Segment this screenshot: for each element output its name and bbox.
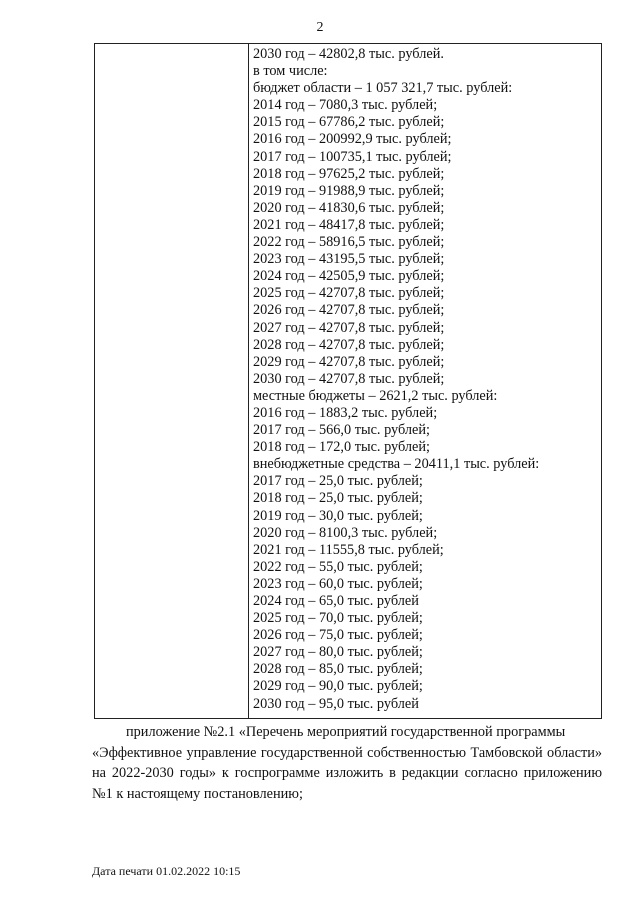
funding-line: 2020 год – 8100,3 тыс. рублей;	[253, 524, 438, 541]
funding-line: 2028 год – 85,0 тыс. рублей;	[253, 661, 423, 678]
funding-line: 2014 год – 7080,3 тыс. рублей;	[253, 97, 438, 114]
funding-line: бюджет области – 1 057 321,7 тыс. рублей:	[253, 80, 513, 97]
funding-line: внебюджетные средства – 20411,1 тыс. рублей:	[253, 456, 540, 473]
body-paragraph	[92, 722, 602, 804]
funding-line: 2022 год – 55,0 тыс. рублей;	[253, 558, 423, 575]
funding-line: 2017 год – 100735,1 тыс. рублей;	[253, 148, 452, 165]
funding-line: 2021 год – 11555,8 тыс. рублей;	[253, 541, 444, 558]
funding-line: 2030 год – 42707,8 тыс. рублей;	[253, 370, 445, 387]
page-number: 2	[316, 20, 324, 35]
funding-line: 2028 год – 42707,8 тыс. рублей;	[253, 336, 445, 353]
funding-lines	[253, 46, 597, 713]
funding-line: 2019 год – 30,0 тыс. рублей;	[253, 507, 423, 524]
funding-line: 2023 год – 60,0 тыс. рублей;	[253, 575, 423, 592]
funding-line: 2020 год – 41830,6 тыс. рублей;	[253, 199, 445, 216]
paragraph-first-line: приложение №2.1 «Перечень мероприятий государственной программы	[126, 724, 566, 740]
funding-line: 2015 год – 67786,2 тыс. рублей;	[253, 114, 445, 131]
funding-line: 2029 год – 90,0 тыс. рублей;	[253, 678, 423, 695]
funding-line: 2021 год – 48417,8 тыс. рублей;	[253, 216, 445, 233]
funding-line: 2022 год – 58916,5 тыс. рублей;	[253, 234, 445, 251]
funding-line: 2027 год – 80,0 тыс. рублей;	[253, 644, 423, 661]
funding-line: 2016 год – 200992,9 тыс. рублей;	[253, 131, 452, 148]
funding-line: 2016 год – 1883,2 тыс. рублей;	[253, 404, 438, 421]
print-date: Дата печати 01.02.2022 10:15	[92, 864, 241, 878]
funding-table	[94, 43, 602, 719]
column-divider	[248, 44, 249, 718]
funding-line: 2018 год – 25,0 тыс. рублей;	[253, 490, 423, 507]
funding-line: 2025 год – 70,0 тыс. рублей;	[253, 610, 423, 627]
funding-line: 2018 год – 97625,2 тыс. рублей;	[253, 165, 445, 182]
funding-line: 2018 год – 172,0 тыс. рублей;	[253, 439, 431, 456]
funding-line: 2030 год – 42802,8 тыс. рублей.	[253, 46, 444, 62]
funding-line: 2023 год – 43195,5 тыс. рублей;	[253, 251, 445, 268]
funding-line: 2026 год – 42707,8 тыс. рублей;	[253, 302, 445, 319]
funding-line: 2029 год – 42707,8 тыс. рублей;	[253, 353, 445, 370]
funding-line: 2030 год – 95,0 тыс. рублей	[253, 695, 419, 712]
funding-line: 2019 год – 91988,9 тыс. рублей;	[253, 182, 445, 199]
funding-line: 2024 год – 65,0 тыс. рублей	[253, 593, 419, 609]
funding-line: в том числе:	[253, 63, 328, 80]
funding-line: 2017 год – 566,0 тыс. рублей;	[253, 422, 431, 439]
paragraph-continuation: «Эффективное управление государственной собственностью Тамбовской области» на 2022-2030 годы» к госпрограмме изложить в редакции согласно приложению №1 к настоящему постановлению;	[92, 744, 602, 802]
funding-line: местные бюджеты – 2621,2 тыс. рублей:	[253, 387, 498, 404]
funding-line: 2027 год – 42707,8 тыс. рублей;	[253, 319, 445, 336]
funding-line: 2017 год – 25,0 тыс. рублей;	[253, 473, 423, 490]
funding-line: 2024 год – 42505,9 тыс. рублей;	[253, 268, 445, 285]
funding-line: 2026 год – 75,0 тыс. рублей;	[253, 627, 423, 644]
funding-line: 2025 год – 42707,8 тыс. рублей;	[253, 285, 445, 302]
